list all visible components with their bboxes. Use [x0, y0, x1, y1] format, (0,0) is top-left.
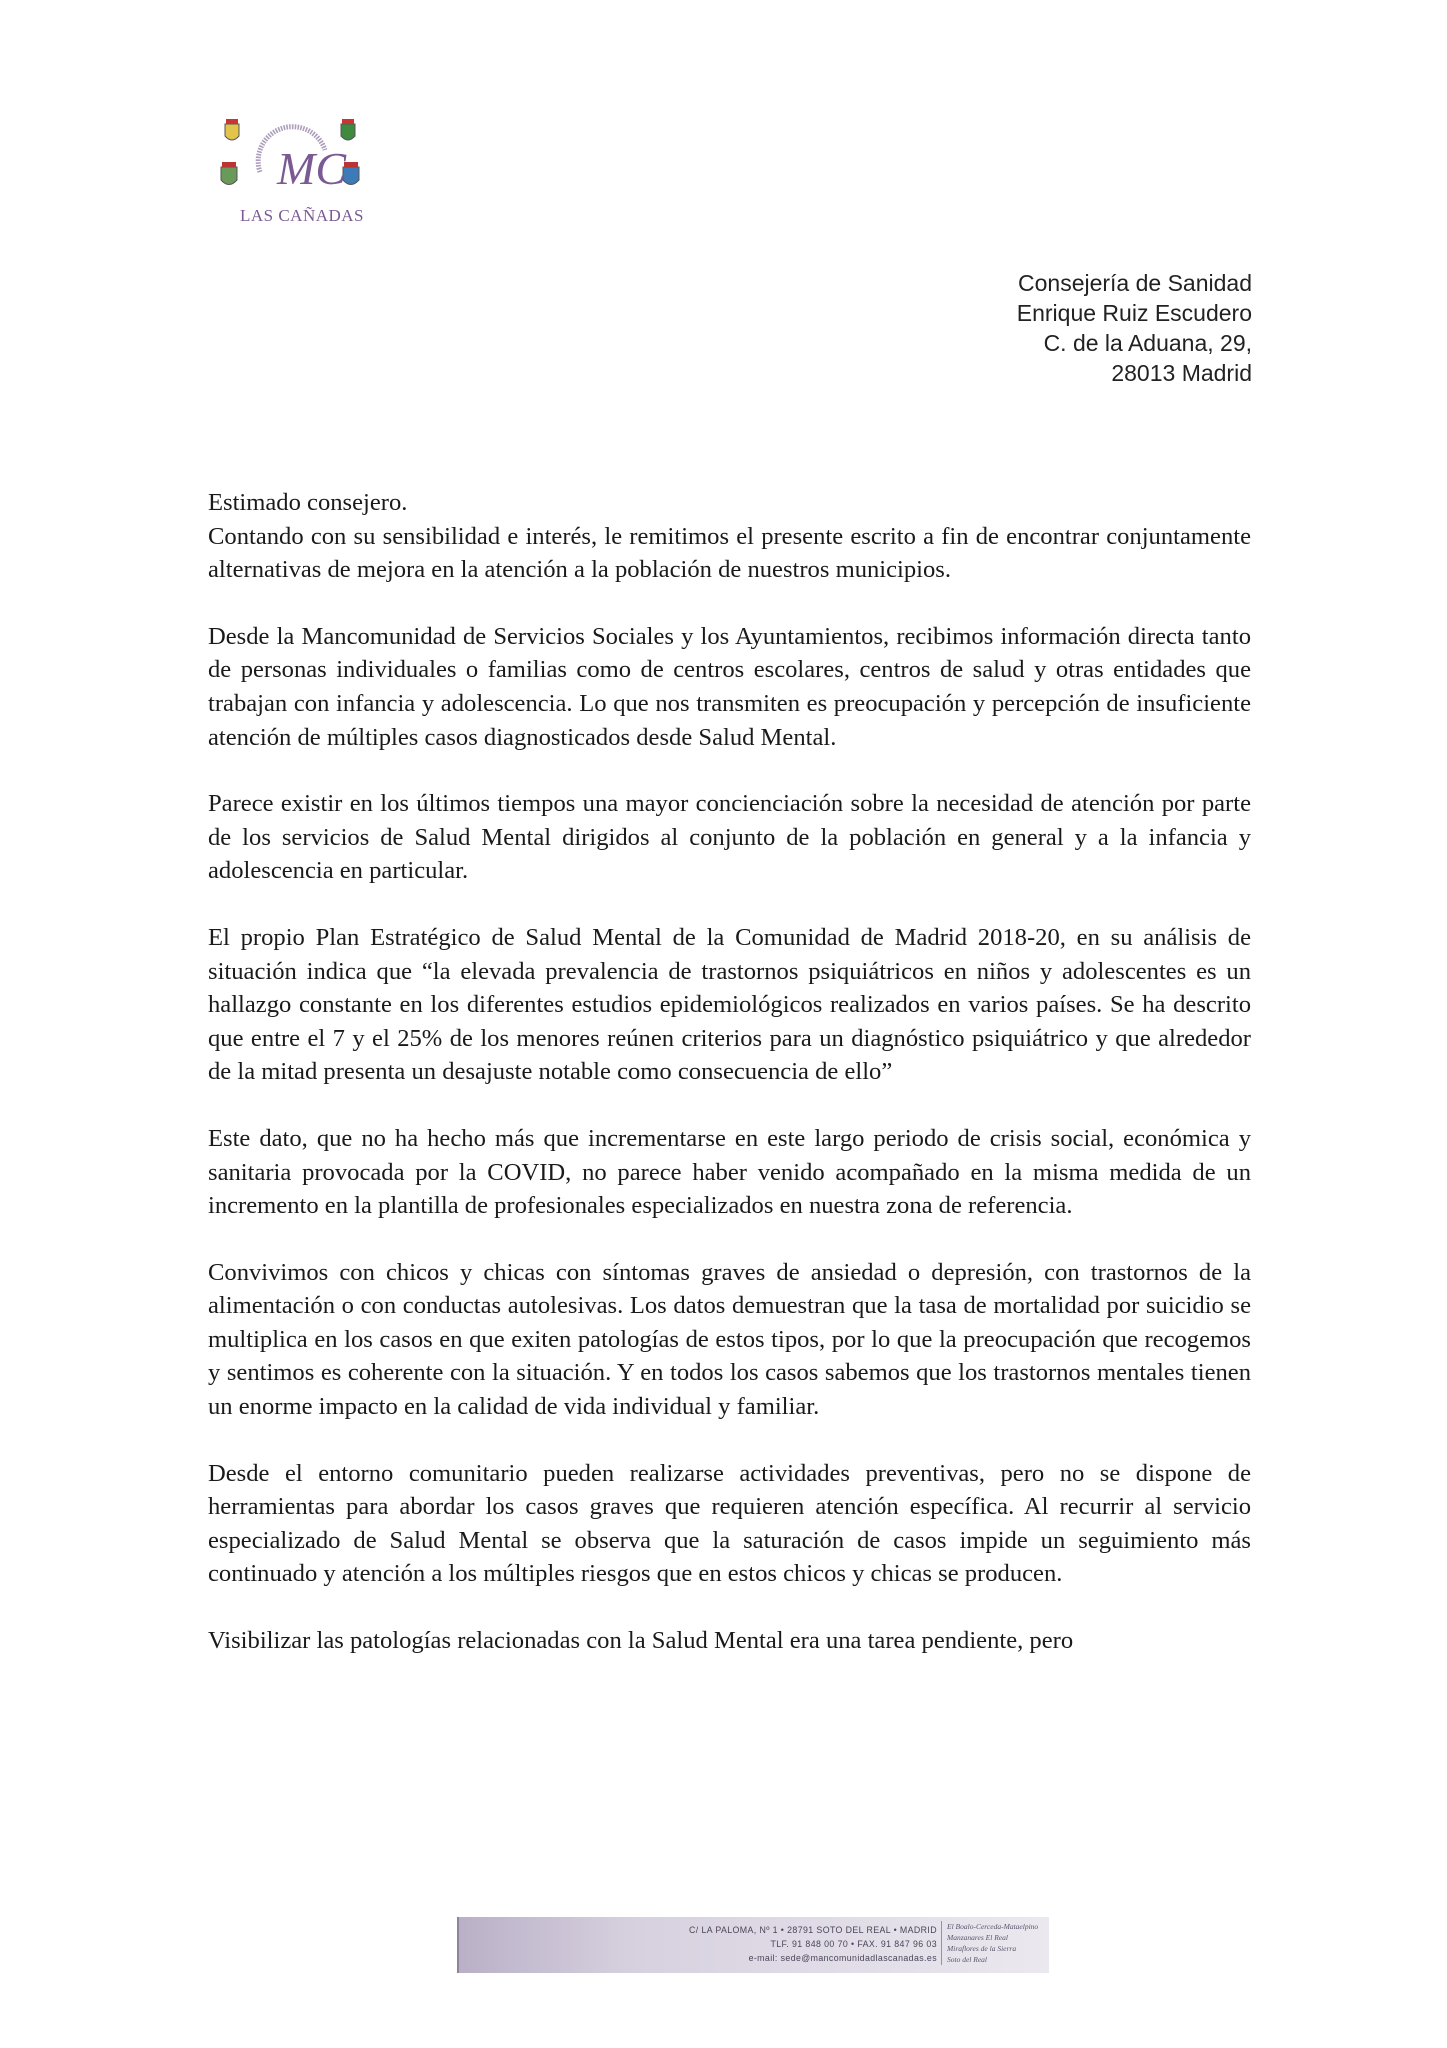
municipality: Soto del Real: [947, 1955, 987, 1964]
recipient-line: Consejería de Sanidad: [1018, 270, 1252, 296]
footer-email: e-mail: sede@mancomunidadlascanadas.es: [748, 1953, 937, 1963]
municipality: El Boalo-Cerceda-Mataelpino: [947, 1922, 1039, 1931]
paragraph: Convivimos con chicos y chicas con síntomas graves de ansiedad o depresión, con trastornos de la alimentación o con conductas autolesivas. Los datos demuestran que la tasa de mortalidad por suicidio se multiplica en los casos en que exiten patologías de estos tipos, por lo que la preocupación que recogemos y sentimos es coherente con la situación. Y en todos los casos sabemos que los trastornos mentales tienen un enorme impacto en la calidad de vida individual y familiar.: [208, 1258, 1251, 1421]
paragraph: Parece existir en los últimos tiempos una mayor concienciación sobre la necesidad de atención por parte de los servicios de Salud Mental dirigidos al conjunto de la población en general y a la infancia y adolescencia en particular.: [208, 790, 1251, 885]
logo-monogram: MC: [277, 143, 346, 194]
salutation: Estimado consejero.: [208, 489, 408, 516]
paragraph: Desde el entorno comunitario pueden realizarse actividades preventivas, pero no se dispone de herramientas para abordar los casos graves que requieren atención específica. Al recurrir al servicio especializado de Salud Mental se observa que la saturación de casos impide un seguimiento más continuado y atención a los múltiples riesgos que en estos chicos y chicas se producen.: [208, 1459, 1251, 1588]
footer-band: [457, 1917, 1049, 1973]
paragraph: Visibilizar las patologías relacionadas con la Salud Mental era una tarea pendiente, pero: [208, 1627, 1074, 1655]
paragraph: El propio Plan Estratégico de Salud Mental de la Comunidad de Madrid 2018-20, en su análisis de situación indica que “la elevada prevalencia de trastornos psiquiátricos en niños y adolescentes es un hallazgo constante en los diferentes estudios epidemiológicos realizados en varios países. Se ha descrito que entre el 7 y el 25% de los menores reúnen criterios para un diagnóstico psiquiátrico y que alrededor de la mitad presenta un desajuste notable como consecuencia de ello”: [208, 923, 1251, 1086]
paragraph: Contando con su sensibilidad e interés, le remitimos el presente escrito a fin de encontrar conjuntamente alternativas de mejora en la atención a la población de nuestros municipios.: [208, 522, 1251, 584]
coat-of-arms-icon: [225, 119, 239, 140]
coat-of-arms-icon: [221, 162, 237, 185]
municipality: Miraflores de la Sierra: [947, 1944, 1017, 1953]
paragraph: Desde la Mancomunidad de Servicios Sociales y los Ayuntamientos, recibimos información directa tanto de personas individuales o familias como de centros escolares, centros de salud y otras entidades que trabajan con infancia y adolescencia. Lo que nos transmiten es preocupación y percepción de insuficiente atención de múltiples casos diagnosticados desde Salud Mental.: [208, 622, 1251, 751]
recipient-address: [1017, 268, 1252, 388]
logo-text: LAS CAÑADAS: [239, 206, 365, 225]
municipality: Manzanares El Real: [947, 1933, 1008, 1942]
recipient-line: Enrique Ruiz Escudero: [1016, 300, 1252, 326]
paragraph: Este dato, que no ha hecho más que incrementarse en este largo periodo de crisis social, económica y sanitaria provocada por la COVID, no parece haber venido acompañado en la misma medida de un incremento en la plantilla de profesionales especializados en nuestra zona de referencia.: [208, 1124, 1251, 1220]
footer-contact: [469, 1923, 937, 1965]
footer-phone: TLF. 91 848 00 70 • FAX. 91 847 96 03: [770, 1939, 937, 1949]
recipient-line: C. de la Aduana, 29,: [1043, 330, 1252, 356]
footer-municipalities: [941, 1921, 1043, 1965]
recipient-line: 28013 Madrid: [1111, 360, 1252, 386]
footer-address: C/ LA PALOMA, Nº 1 • 28791 SOTO DEL REAL • MADRID: [689, 1925, 937, 1935]
coat-of-arms-icon: [341, 119, 355, 140]
letter-body: [208, 486, 1251, 1658]
